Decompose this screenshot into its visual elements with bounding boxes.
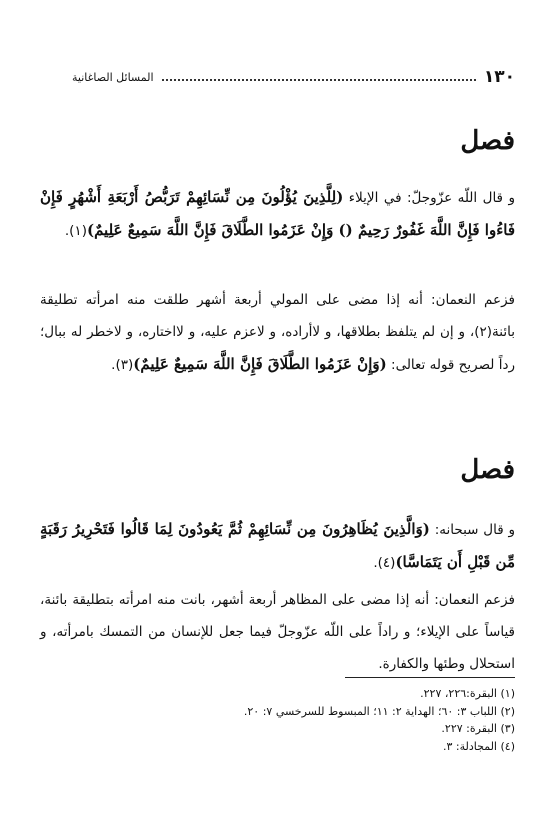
section1-paragraph-1	[40, 181, 515, 247]
footnote-4: (٤) المجادلة: ٣.	[443, 739, 515, 753]
page-header	[72, 66, 515, 88]
footnotes	[40, 685, 515, 755]
section1-paragraph-2	[40, 284, 515, 381]
header-dotted-leader	[162, 79, 476, 81]
paragraph-intro: و قال اللّه عزّوجلّ: في الإيلاء	[348, 190, 515, 206]
footnote-ref: (١).	[64, 223, 87, 239]
footnote-divider	[345, 677, 515, 678]
footnote-ref: (٣).	[111, 357, 134, 373]
footnote-3: (٣) البقرة: ٢٢٧.	[441, 722, 515, 735]
quran-verse: (لِلَّذِينَ يُؤْلُونَ مِن نِّسَائِهِمْ تَرَبُّصُ أَرْبَعَةِ أَشْهُرٍ فَإِنْ فَاءُوا فَإِنَّ اللَّهَ غَفُورٌ رَحِيمٌ () وَإِنْ عَزَمُوا الطَّلَاقَ فَإِنَّ اللَّهَ سَمِيعٌ عَلِيمٌ)	[40, 188, 515, 239]
paragraph-text: فزعم النعمان: أنه إذا مضى على المولي أربعة أشهر طلقت منه امرأته تطليقة بائنة	[40, 292, 515, 340]
section2-paragraph-2: فزعم النعمان: أنه إذا مضى على المظاهر أربعة أشهر، بانت منه امرأته بتطليقة بائنة، قياساً على الإيلاء؛ و راداً على اللّه عزّوجلّ فيما جعل للإنسان من التمسك بامرأته، و استحلال وطئها والكفارة.	[40, 592, 515, 672]
quran-verse: (وَالَّذِينَ يُظَاهِرُونَ مِن نِّسَائِهِمْ ثُمَّ يَعُودُونَ لِمَا قَالُوا فَتَحْرِيرُ رَقَبَةٍ مِّن قَبْلِ أَن يَتَمَاسَّا)	[40, 520, 515, 571]
section2-paragraph-1	[40, 513, 515, 579]
footnote-ref: (٤).	[373, 555, 396, 571]
running-title: المسائل الصاغانية	[72, 70, 154, 84]
footnote-2: (٢) اللباب ٣: ٦٠؛ الهداية ٢: ١١؛ المبسوط للسرخسي ٧: ٢٠.	[243, 704, 515, 718]
section-heading-2: فصل	[460, 455, 515, 485]
footnote-1: (١) البقرة:٢٢٦، ٢٢٧.	[420, 687, 515, 700]
footnote-ref: (٢)	[474, 324, 493, 340]
section-heading-1: فصل	[460, 126, 515, 156]
paragraph-text: ، و إن لم يتلفظ بطلاقها، و لاأراده، و لاعزم عليه، و لااختاره، و لاخطر له ببال؛ رداً لصريح قوله تعالى:	[40, 324, 515, 373]
page-number: ١٣٠	[483, 67, 515, 87]
paragraph-intro: و قال سبحانه:	[434, 522, 516, 538]
quran-verse: (وَإِنْ عَزَمُوا الطَّلَاقَ فَإِنَّ اللَّهَ سَمِيعٌ عَلِيمٌ)	[133, 355, 387, 373]
